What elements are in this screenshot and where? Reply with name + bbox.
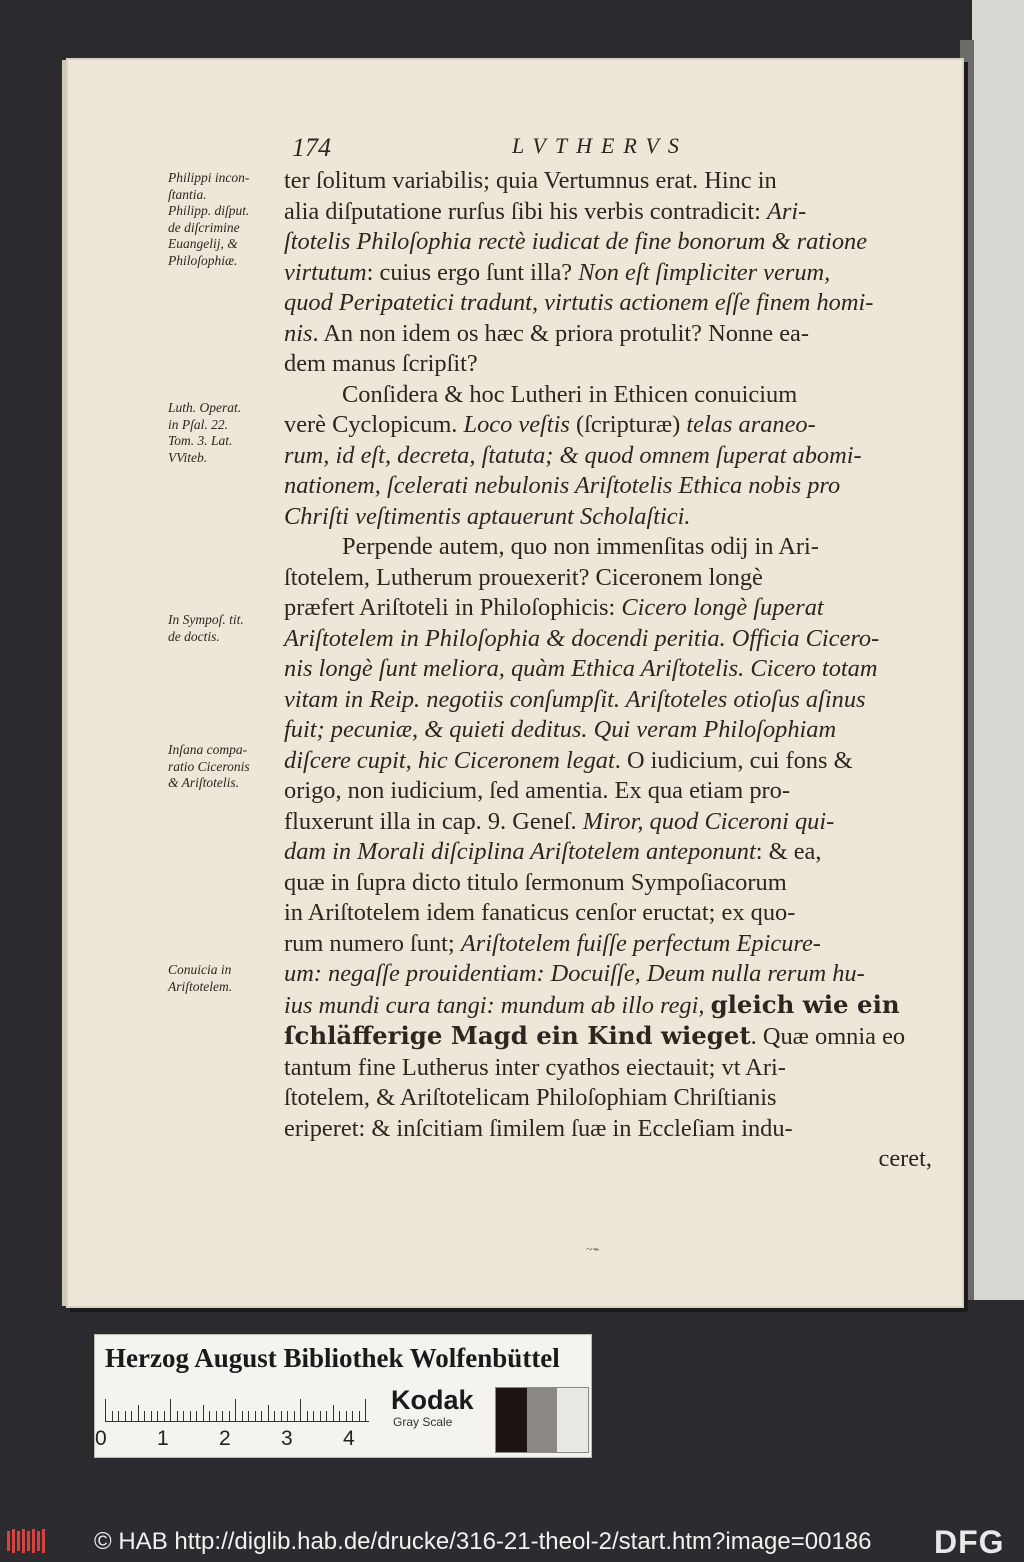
marginal-note (168, 612, 294, 645)
text-line (284, 685, 932, 716)
text-line (284, 288, 932, 319)
text-line (284, 715, 932, 746)
text-line (284, 410, 932, 441)
ink-smudge: ~⌁ (586, 1242, 600, 1256)
marginal-note-line: ratio Ciceronis (168, 758, 250, 774)
ruler-number: 3 (281, 1427, 293, 1450)
text-segment: Perpende autem, quo non immenſitas odij in Ari- (342, 533, 819, 560)
text-segment: telas araneo- (686, 411, 816, 438)
marginal-note-line: Euangelij, & (168, 236, 238, 251)
ruler-tick (255, 1411, 256, 1421)
ruler-tick (313, 1411, 314, 1421)
ruler-tick (320, 1411, 321, 1421)
text-segment: præfert Ariſtoteli in Philoſophicis: (284, 594, 622, 621)
ruler-number: 1 (157, 1427, 169, 1450)
gray-swatch (496, 1388, 527, 1452)
ruler-tick (229, 1411, 230, 1421)
running-head: LVTHERVS (512, 133, 688, 158)
text-line (284, 441, 932, 472)
text-line (284, 746, 932, 777)
ruler-tick (326, 1411, 327, 1421)
text-segment: eriperet: & inſcitiam ſimilem ſuæ in Eccleſiam indu- (284, 1114, 793, 1142)
marginal-note-line: Philoſophiæ. (168, 252, 238, 268)
gray-swatch (527, 1388, 558, 1452)
marginal-note-line: Tom. 3. Lat. (168, 433, 233, 448)
text-segment: dem manus ſcripſit? (284, 350, 478, 377)
text-line (284, 1083, 932, 1114)
ruler-tick (333, 1405, 334, 1421)
ruler-tick (352, 1411, 353, 1421)
text-segment: : & ea, (755, 838, 822, 865)
ruler-tick (281, 1411, 282, 1421)
text-segment: diſcere cupit, hic Ciceronem legat (284, 746, 615, 774)
ruler-number: 4 (343, 1427, 355, 1450)
text-segment: fuit; pecuniæ, & quieti deditus. Qui veram Philoſophiam (284, 716, 837, 743)
text-line (284, 776, 932, 807)
ruler-tick (151, 1411, 152, 1421)
ruler-tick (242, 1411, 243, 1421)
text-segment: Ariſtotelem fuiſſe perfectum Epicure- (460, 929, 821, 957)
marginal-note-line: Luth. Operat. (168, 400, 242, 415)
text-line (284, 929, 932, 960)
text-segment: Conſidera & hoc Lutheri in Ethicen conuicium (342, 380, 798, 408)
text-segment: Cicero longè ſuperat (621, 594, 824, 621)
text-line (284, 319, 932, 350)
text-segment: Miror, quod Ciceroni qui- (582, 807, 835, 835)
text-segment: tantum fine Lutherus inter cyathos eiectauit; vt Ari- (284, 1053, 786, 1081)
ruler-tick (248, 1411, 249, 1421)
marginal-note-line: de doctis. (168, 628, 220, 644)
marginal-note (168, 400, 294, 466)
main-text-block (284, 166, 932, 1175)
marginal-note-line: & Ariſtotelis. (168, 775, 240, 790)
text-line (284, 1114, 932, 1145)
text-segment: nationem, ſcelerati nebulonis Ariſtotelis Ethica nobis pro (284, 472, 841, 499)
text-segment: ſtotelem, & Ariſtotelicam Philoſophiam Chriſtianis (284, 1084, 777, 1111)
marginal-note (168, 170, 294, 269)
marginal-note-line: VViteb. (168, 449, 208, 465)
text-line (284, 197, 932, 228)
hab-logo-icon (6, 1527, 46, 1555)
text-line (284, 1144, 932, 1175)
footer-copyright-link[interactable]: © HAB http://diglib.hab.de/drucke/316-21-theol-2/start.htm?image=00186 (94, 1528, 872, 1555)
ruler-tick (287, 1411, 288, 1421)
text-segment: quæ in ſupra dicto titulo ſermonum Sympoſiacorum (284, 868, 787, 896)
text-line (284, 502, 932, 533)
library-name: Herzog August Bibliothek Wolfenbüttel (105, 1343, 560, 1373)
ruler-tick (346, 1411, 347, 1421)
text-segment: in Ariſtotelem idem fanaticus cenſor eructat; ex quo- (284, 899, 796, 926)
text-segment: virtutum (284, 258, 367, 286)
text-segment: ſtotelem, Lutherum prouexerit? Ciceronem longè (284, 563, 763, 591)
kodak-logo: Kodak (391, 1385, 474, 1415)
text-line (284, 1053, 932, 1084)
text-segment: ius mundi cura tangi: mundum ab illo regi, (284, 991, 711, 1019)
ruler-tick (261, 1411, 262, 1421)
marginal-note-line: In Sympoſ. tit. (168, 612, 244, 627)
ruler-tick (359, 1411, 360, 1421)
text-segment: um: negaſſe prouidentiam: Docuiſſe, Deum nulla rerum hu- (284, 960, 865, 987)
text-segment: fluxerunt illa in cap. 9. Geneſ. (284, 807, 583, 835)
text-line (284, 563, 932, 594)
marginal-note-line: Conuicia in (168, 962, 232, 977)
ruler-tick (105, 1399, 106, 1421)
ruler-tick (268, 1405, 269, 1421)
text-segment: gleich wie ein (710, 989, 900, 1019)
text-segment: quod Peripatetici tradunt, virtutis actionem eſſe finem homi- (284, 289, 874, 316)
text-segment: Loco veſtis (463, 411, 570, 438)
marginal-note-line: ſtantia. (168, 186, 207, 202)
text-segment: Ariſtotelem in Philoſophia & docendi peritia. Officia Cicero- (284, 624, 880, 652)
text-line (284, 593, 932, 624)
text-segment: Non eſt ſimpliciter verum, (578, 258, 831, 286)
ruler-tick (274, 1411, 275, 1421)
ruler-tick (118, 1411, 119, 1421)
text-line (284, 654, 932, 685)
text-segment: dam in Morali diſciplina Ariſtotelem anteponunt (284, 838, 756, 865)
ruler-scale (105, 1387, 373, 1427)
text-line (284, 532, 932, 563)
ruler-tick (157, 1411, 158, 1421)
ruler-tick (339, 1411, 340, 1421)
text-segment: verè Cyclopicum. (284, 411, 464, 438)
page-number: 174 (292, 133, 331, 162)
text-segment: (ſcripturæ) (569, 411, 687, 438)
text-segment: . O iudicium, cui fons & (614, 746, 853, 774)
marginal-note-line: Ariſtotelem. (168, 978, 233, 994)
marginal-note-line: Philipp. diſput. (168, 203, 250, 218)
text-segment: ſchläfferige Magd ein Kind wieget (284, 1021, 751, 1050)
ruler-tick (307, 1411, 308, 1421)
ruler-tick (190, 1411, 191, 1421)
dfg-logo: DFG (934, 1524, 1005, 1560)
text-line (284, 990, 932, 1022)
ruler-tick (170, 1399, 171, 1421)
ruler-numbers (95, 1427, 375, 1455)
text-segment: Chriſti veſtimentis aptauerunt Scholaſtici. (284, 502, 691, 530)
ruler-tick (138, 1405, 139, 1421)
text-segment: ceret, (878, 1145, 932, 1172)
ruler-tick (235, 1399, 236, 1421)
gray-scale-label: Gray Scale (393, 1415, 453, 1429)
ruler-tick (222, 1411, 223, 1421)
marginal-note-line: Inſana compa- (168, 742, 248, 757)
text-line (284, 959, 932, 990)
marginal-note-line: de diſcrimine (168, 219, 240, 235)
ruler-tick (300, 1399, 301, 1421)
ruler-tick (203, 1405, 204, 1421)
ruler-tick (164, 1411, 165, 1421)
ruler-tick (177, 1411, 178, 1421)
gray-swatches (495, 1387, 589, 1453)
marginal-note (168, 962, 294, 995)
text-segment: nis (284, 319, 313, 347)
text-segment: vitam in Reip. negotiis conſumpſit. Ariſtoteles otioſus aſinus (284, 685, 866, 713)
text-line (284, 624, 932, 655)
text-segment: Ari- (766, 197, 807, 225)
text-segment: origo, non iudicium, ſed amentia. Ex qua etiam pro- (284, 777, 790, 804)
marginal-note-line: Philippi incon- (168, 170, 250, 185)
adjacent-page-edge (972, 0, 1024, 1300)
ruler-number: 0 (95, 1427, 107, 1450)
text-segment: . Quæ omnia eo (750, 1023, 906, 1050)
ruler-tick (209, 1411, 210, 1421)
ruler-number: 2 (219, 1427, 231, 1450)
text-line (284, 1021, 932, 1053)
text-line (284, 380, 932, 411)
ruler-tick (183, 1411, 184, 1421)
text-line (284, 349, 932, 380)
marginal-note (168, 742, 294, 792)
ruler-tick (112, 1411, 113, 1421)
color-calibration-card (94, 1334, 592, 1458)
gray-swatch (557, 1388, 588, 1452)
ruler-tick (125, 1411, 126, 1421)
ruler-tick (294, 1411, 295, 1421)
ruler-tick (131, 1411, 132, 1421)
text-segment: . An non idem os hæc & priora protulit? Nonne ea- (312, 319, 809, 347)
text-segment: nis longè ſunt meliora, quàm Ethica Ariſtotelis. Cicero totam (284, 655, 878, 682)
text-segment: rum numero ſunt; (284, 929, 461, 957)
text-line (284, 898, 932, 929)
text-segment: ter ſolitum variabilis; quia Vertumnus erat. Hinc in (284, 167, 777, 194)
ruler-tick (365, 1399, 366, 1421)
text-line (284, 166, 932, 197)
text-line (284, 868, 932, 899)
ruler-baseline (105, 1421, 369, 1422)
ruler-tick (196, 1411, 197, 1421)
text-segment: : cuius ergo ſunt illa? (366, 258, 579, 286)
marginal-note-line: in Pſal. 22. (168, 416, 228, 432)
text-line (284, 837, 932, 868)
text-segment: alia diſputatione rurſus ſibi his verbis contradicit: (284, 197, 767, 225)
ruler-tick (216, 1411, 217, 1421)
text-line (284, 258, 932, 289)
text-line (284, 227, 932, 258)
text-segment: ſtotelis Philoſophia rectè iudicat de fine bonorum & ratione (284, 228, 868, 255)
text-line (284, 471, 932, 502)
ruler-tick (144, 1411, 145, 1421)
text-segment: rum, id eſt, decreta, ſtatuta; & quod omnem ſuperat abomi- (284, 441, 862, 469)
text-line (284, 807, 932, 838)
